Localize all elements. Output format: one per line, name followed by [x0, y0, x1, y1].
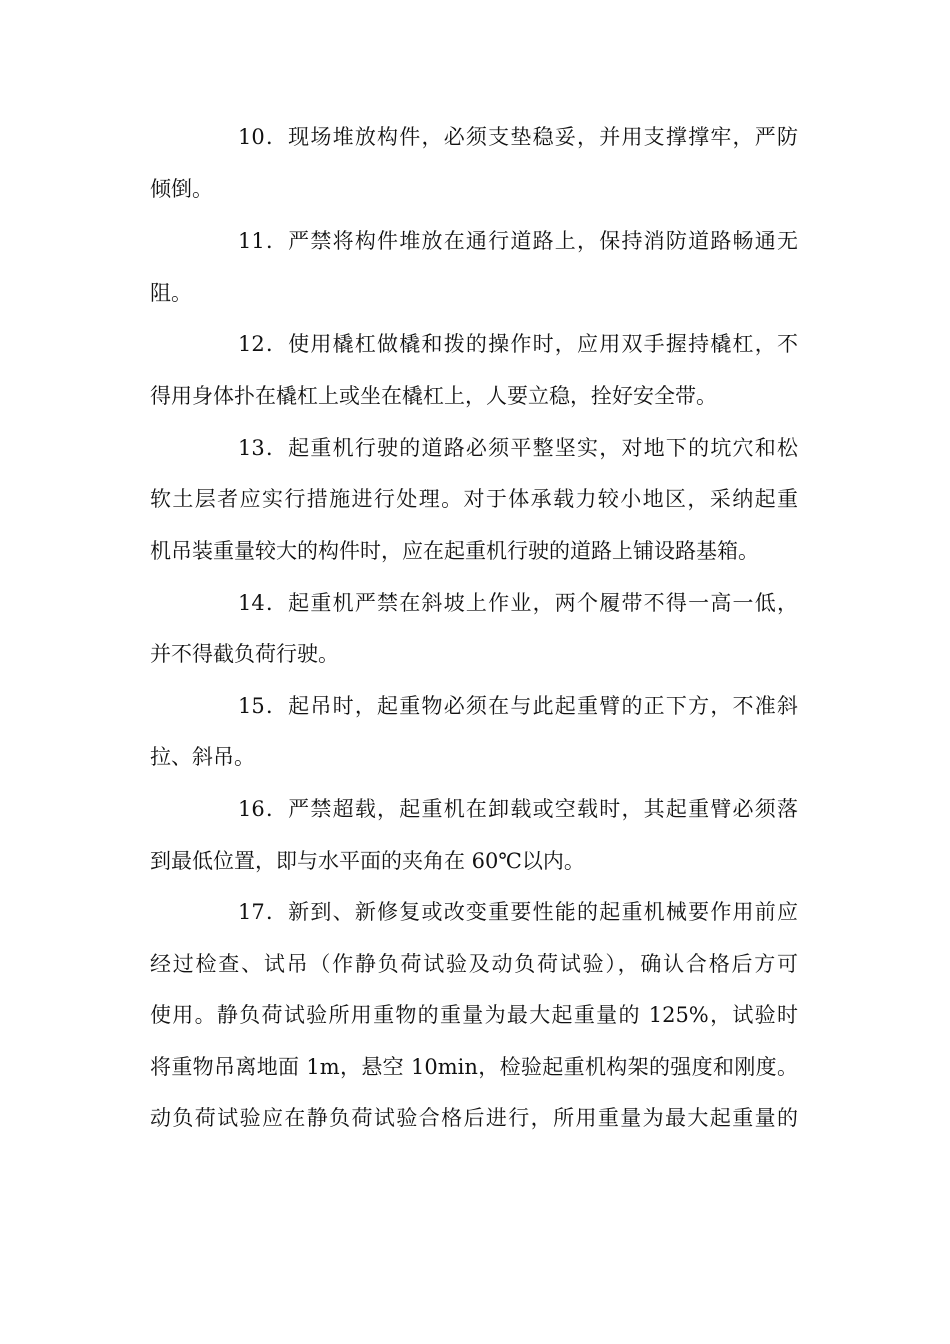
paragraph-line: 11．严禁将构件堆放在通行道路上，保持消防道路畅通无: [238, 229, 798, 253]
paragraph-line: 14．起重机严禁在斜坡上作业，两个履带不得一高一低，: [238, 591, 798, 615]
paragraph-line: 到最低位置，即与水平面的夹角在 60℃以内。: [150, 849, 585, 873]
paragraph-line: 机吊装重量较大的构件时，应在起重机行驶的道路上铺设路基箱。: [150, 539, 759, 563]
paragraph-line: 倾倒。: [150, 177, 213, 201]
paragraph-line: 软土层者应实行措施进行处理。对于体承载力较小地区，采纳起重: [150, 487, 798, 511]
paragraph-line: 将重物吊离地面 1m，悬空 10min，检验起重机构架的强度和刚度。: [150, 1055, 798, 1079]
paragraph-line: 15．起吊时，起重物必须在与此起重臂的正下方，不准斜: [238, 694, 798, 718]
paragraph-line: 12．使用橇杠做橇和拨的操作时，应用双手握持橇杠，不: [238, 332, 798, 356]
paragraph-line: 阻。: [150, 281, 192, 305]
paragraph-line: 动负荷试验应在静负荷试验合格后进行，所用重量为最大起重量的: [150, 1106, 798, 1130]
paragraph-line: 经过检查、试吊（作静负荷试验及动负荷试验），确认合格后方可: [150, 952, 798, 976]
paragraph-line: 得用身体扑在橇杠上或坐在橇杠上，人要立稳，拴好安全带。: [150, 384, 717, 408]
paragraph-line: 17．新到、新修复或改变重要性能的起重机械要作用前应: [238, 900, 798, 924]
paragraph-line: 16．严禁超载，起重机在卸载或空载时，其起重臂必须落: [238, 797, 798, 821]
paragraph-line: 13．起重机行驶的道路必须平整坚实，对地下的坑穴和松: [238, 436, 798, 460]
paragraph-line: 并不得截负荷行驶。: [150, 642, 339, 666]
paragraph-line: 10．现场堆放构件，必须支垫稳妥，并用支撑撑牢，严防: [238, 125, 798, 149]
paragraph-line: 拉、斜吊。: [150, 745, 255, 769]
paragraph-line: 使用。静负荷试验所用重物的重量为最大起重量的 125%，试验时: [150, 1003, 798, 1027]
